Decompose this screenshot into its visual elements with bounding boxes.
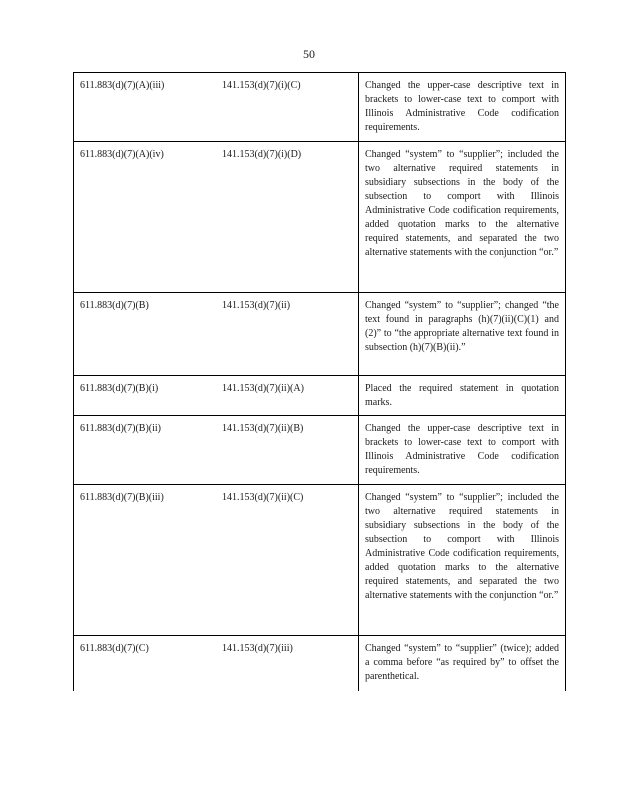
source-cell: 141.153(d)(7)(iii) (216, 636, 359, 691)
source-cell: 141.153(d)(7)(ii)(B) (216, 416, 359, 485)
table-row (74, 73, 566, 142)
source-cell: 141.153(d)(7)(ii)(A) (216, 376, 359, 416)
section-cell: 611.883(d)(7)(B)(ii) (74, 416, 217, 485)
table-row (74, 485, 566, 636)
table-row (74, 293, 566, 376)
description-cell: Changed “system” to “supplier”; included the two alternative required statements in subsidiary subsections in the body of the subsection to comport with Illinois Administrative Code codification requirements, added quotation marks to the alternative required statements, and separated the two alternative statements with the conjunction “or.” (359, 142, 566, 293)
section-cell: 611.883(d)(7)(A)(iv) (74, 142, 217, 293)
section-cell: 611.883(d)(7)(C) (74, 636, 217, 691)
description-cell: Changed the upper-case descriptive text in brackets to lower-case text to comport with Illinois Administrative Code codification requirements. (359, 416, 566, 485)
table-row (74, 416, 566, 485)
description-cell: Changed “system” to “supplier” (twice); added a comma before “as required by” to offset the parenthetical. (359, 636, 566, 691)
table-row (74, 636, 566, 691)
section-cell: 611.883(d)(7)(B)(i) (74, 376, 217, 416)
section-comparison-table (73, 72, 566, 691)
description-cell: Changed “system” to “supplier”; included the two alternative required statements in subsidiary subsections in the body of the subsection to comport with Illinois Administrative Code codification requirements, added quotation marks to the alternative required statements, and separated the two alternative statements with the conjunction “or.” (359, 485, 566, 636)
source-cell: 141.153(d)(7)(ii) (216, 293, 359, 376)
description-cell: Changed “system” to “supplier”; changed “the text found in paragraphs (h)(7)(ii)(C)(1) and (2)” to “the appropriate alternative text found in subsection (h)(7)(B)(ii).” (359, 293, 566, 376)
section-cell: 611.883(d)(7)(B) (74, 293, 217, 376)
section-cell: 611.883(d)(7)(B)(iii) (74, 485, 217, 636)
table-row (74, 376, 566, 416)
description-cell: Changed the upper-case descriptive text in brackets to lower-case text to comport with Illinois Administrative Code codification requirements. (359, 73, 566, 142)
source-cell: 141.153(d)(7)(ii)(C) (216, 485, 359, 636)
page-number: 50 (303, 47, 315, 61)
source-cell: 141.153(d)(7)(i)(C) (216, 73, 359, 142)
source-cell: 141.153(d)(7)(i)(D) (216, 142, 359, 293)
table-row (74, 142, 566, 293)
description-cell: Placed the required statement in quotation marks. (359, 376, 566, 416)
section-cell: 611.883(d)(7)(A)(iii) (74, 73, 217, 142)
